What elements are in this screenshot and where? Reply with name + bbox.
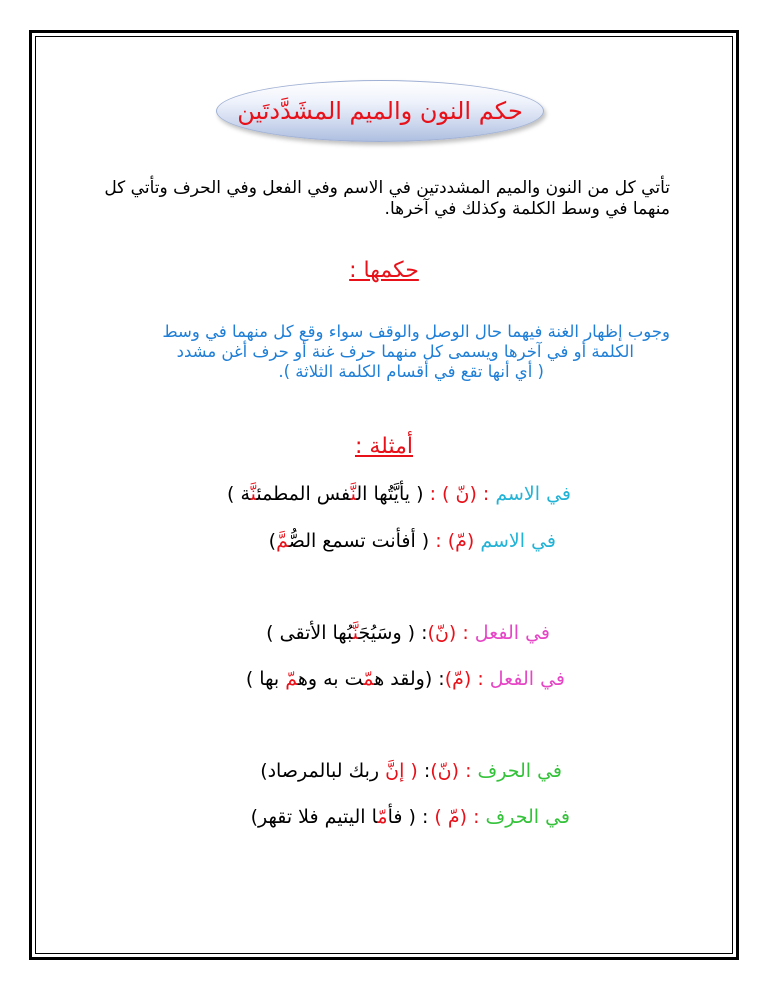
example-highlight: نَّ [350, 483, 357, 505]
title-banner [216, 80, 544, 142]
example-text: بُها الأتقى ) [266, 622, 353, 644]
page-title: حكم النون والميم المشَدَّدتَين [237, 97, 523, 125]
ruling-line-3: ( أي أنها تقع في أقسام الكلمة الثلاثة ). [278, 362, 544, 381]
example-text: َ) [268, 530, 277, 552]
example-category: في الحرف [477, 760, 562, 782]
example-category: في الحرف [485, 806, 570, 828]
ruling-line-2: الكلمة أو في آخرها ويسمى كل منهما حرف غنة أو حرف أغن مشدد [176, 342, 634, 361]
example-letter: (نّ ) [442, 483, 477, 505]
ruling-line-1: وجوب إظهار الغنة فيهما حال الوصل والوقف سواء وقع كل منهما في وسط [162, 322, 670, 341]
example-text: ربك لبالمرصاد) [260, 760, 386, 782]
example-separator: : [476, 483, 496, 505]
example-separator: : [423, 483, 443, 505]
example-text: ت به وه [297, 668, 364, 690]
example-row [251, 806, 570, 828]
example-letter: (مّ ) [434, 806, 468, 828]
example-highlight: مّ [276, 530, 289, 552]
example-row [269, 530, 556, 552]
example-separator: : [432, 668, 445, 690]
example-separator: : [417, 760, 431, 782]
example-category: في الفعل [474, 622, 550, 644]
example-separator: : [456, 622, 475, 644]
example-separator: : [459, 760, 478, 782]
example-row [260, 760, 562, 782]
example-separator: : [471, 668, 490, 690]
intro-paragraph [90, 178, 670, 220]
examples-heading: أمثلة : [354, 434, 414, 459]
example-text: ( فأ [387, 806, 416, 828]
example-highlight: مّ [377, 806, 388, 828]
example-letter: (نّ) [427, 622, 457, 644]
example-highlight: نَّ [385, 760, 400, 782]
example-text: ( يأيَّتُها ال [356, 483, 424, 505]
ruling-paragraph [70, 322, 670, 382]
example-category: في الفعل [489, 668, 565, 690]
intro-line-2: منهما في وسط الكلمة وكذلك في آخرها. [384, 199, 670, 219]
example-text: ( أفأنت تسمع الصُّ [288, 530, 430, 552]
example-text: فس المطمئ [256, 483, 351, 505]
example-letter: (نّ) [430, 760, 460, 782]
example-highlight: نَّ [250, 483, 257, 505]
example-highlight: نَّ [352, 622, 359, 644]
example-separator: : [429, 530, 448, 552]
example-text: ( إ [399, 760, 418, 782]
example-separator: : [415, 806, 435, 828]
example-highlight: مّ [363, 668, 375, 690]
example-letter: (مّ) [444, 668, 472, 690]
example-text: ا اليتيم فلا تقهر) [250, 806, 378, 828]
example-letter: (مّ) [447, 530, 475, 552]
example-text: بها ) [245, 668, 286, 690]
example-separator: : [467, 806, 486, 828]
example-text: (ولقد ه [374, 668, 433, 690]
example-separator: : [415, 622, 428, 644]
ruling-heading: حكمها : [349, 258, 419, 283]
example-category: في الاسم [495, 483, 571, 505]
example-text: ة ) [227, 483, 251, 505]
example-row [227, 483, 571, 505]
example-category: في الاسم [480, 530, 556, 552]
intro-line-1: تأتي كل من النون والميم المشددتين في الاسم وفي الفعل وفي الحرف وتأتي كل [104, 178, 670, 198]
example-highlight: مّ [285, 668, 298, 690]
example-row [246, 668, 565, 690]
example-text: ( وسَيُجَ [358, 622, 416, 644]
example-row [266, 622, 550, 644]
